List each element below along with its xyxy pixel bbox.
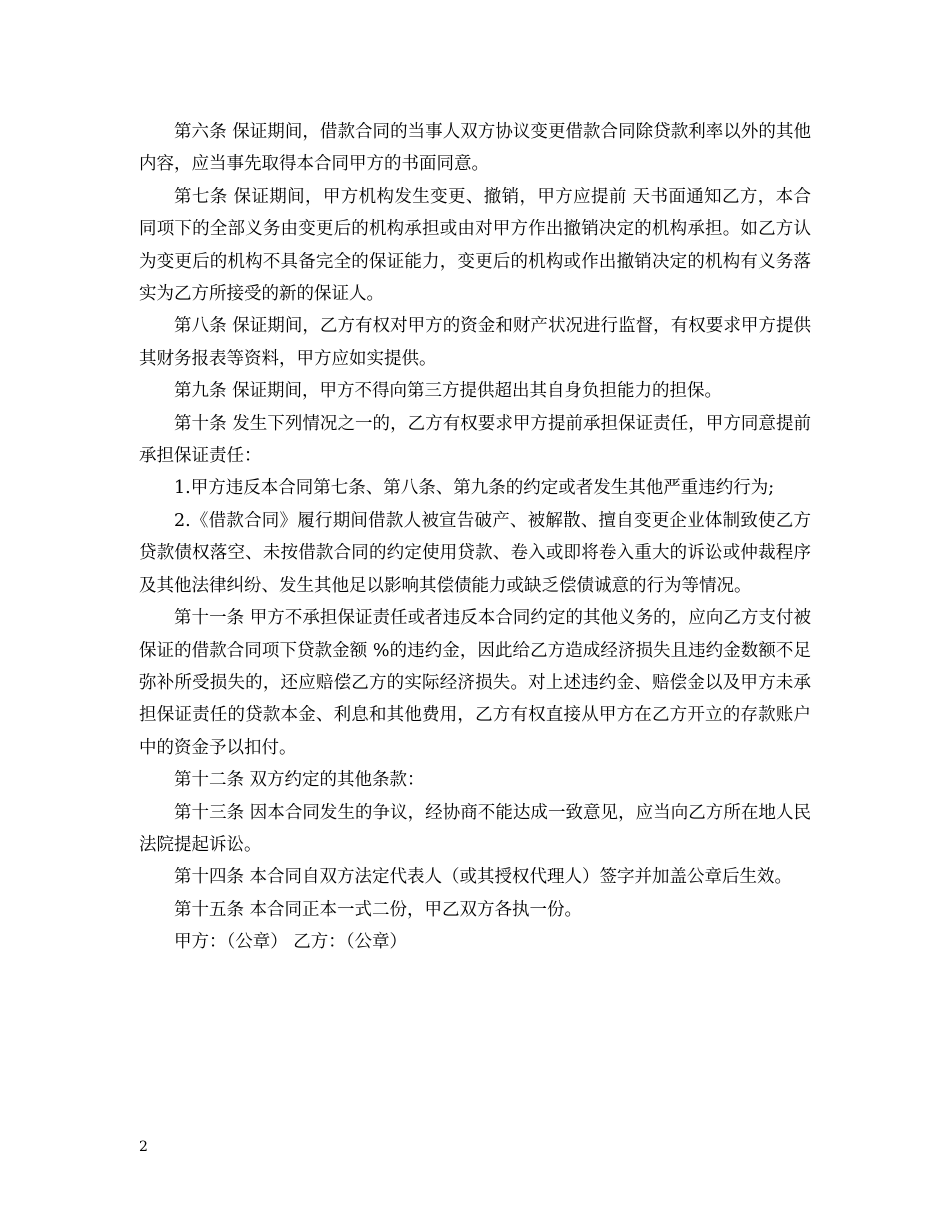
clause-10-item-2: 2.《借款合同》履行期间借款人被宣告破产、被解散、擅自变更企业体制致使乙方贷款债权落空、未按借款合同的约定使用贷款、卷入或即将卷入重大的诉讼或仲裁程序及其他法律纠纷、发生其他足以影响其偿债能力或缺乏偿债诚意的行为等情况。 <box>139 510 811 596</box>
page-number: 2 <box>139 1139 148 1155</box>
clause-15: 第十五条 本合同正本一式二份，甲乙双方各执一份。 <box>174 899 583 920</box>
clause-12: 第十二条 双方约定的其他条款： <box>174 770 425 791</box>
clause-10-item-1: 1.甲方违反本合同第七条、第八条、第九条的约定或者发生其他严重违约行为; <box>174 478 775 499</box>
clause-7: 第七条 保证期间，甲方机构发生变更、撤销，甲方应提前 天书面通知乙方，本合同项下的全部义务由变更后的机构承担或由对甲方作出撤销决定的机构承担。如乙方认为变更后的机构不具备完全的保证能力，变更后的机构或作出撤销决定的机构有义务落实为乙方所接受的新的保证人。 <box>139 186 811 305</box>
clause-10: 第十条 发生下列情况之一的，乙方有权要求甲方提前承担保证责任，甲方同意提前承担保证责任： <box>139 413 811 467</box>
contract-body <box>139 116 811 959</box>
clause-8: 第八条 保证期间，乙方有权对甲方的资金和财产状况进行监督，有权要求甲方提供其财务报表等资料，甲方应如实提供。 <box>139 316 811 369</box>
signature-line: 甲方：（公章） 乙方：（公章） <box>174 932 408 953</box>
clause-14: 第十四条 本合同自双方法定代表人（或其授权代理人）签字并加盖公章后生效。 <box>174 867 793 888</box>
clause-11: 第十一条 甲方不承担保证责任或者违反本合同约定的其他义务的，应向乙方支付被保证的借款合同项下贷款金额 %的违约金，因此给乙方造成经济损失且违约金数额不足弥补所受损失的，还应赔偿乙方的实际经济损失。对上述违约金、赔偿金以及甲方未承担保证责任的贷款本金、利息和其他费用，乙方有权直接从甲方在乙方开立的存款账户中的资金予以扣付。 <box>139 608 811 758</box>
clause-6: 第六条 保证期间，借款合同的当事人双方协议变更借款合同除贷款利率以外的其他内容，应当事先取得本合同甲方的书面同意。 <box>139 122 811 175</box>
clause-13: 第十三条 因本合同发生的争议，经协商不能达成一致意见，应当向乙方所在地人民法院提起诉讼。 <box>139 802 811 855</box>
clause-9: 第九条 保证期间，甲方不得向第三方提供超出其自身负担能力的担保。 <box>174 381 723 402</box>
